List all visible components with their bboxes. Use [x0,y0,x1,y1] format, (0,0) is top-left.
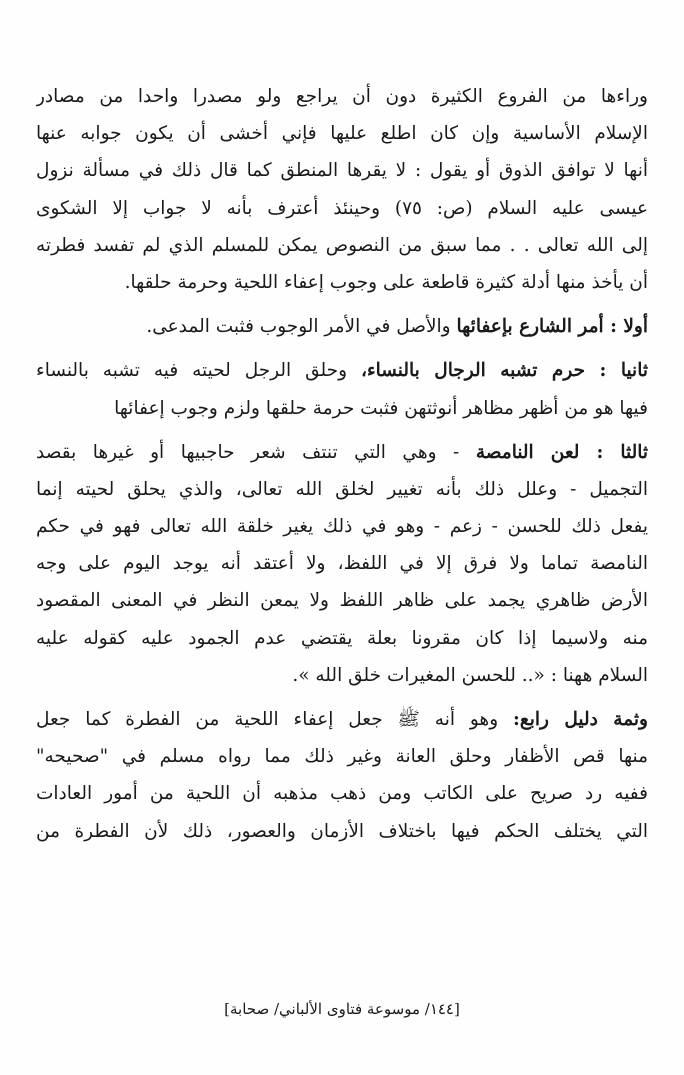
text-line: عيسى عليه السلام (ص: ٧٥) وحينئذ أعترف بأنه لا جواب إلا الشكوى [36,197,648,219]
point-first [36,308,648,345]
text-line: التي يختلف الحكم فيها باختلاف الأزمان والعصور، ذلك لأن الفطرة من [36,820,648,842]
text-segment: وحلق الرجل لحيته فيه تشبه بالنساء [36,360,348,382]
text-line: السلام ههنا : «.. للحسن المغيرات خلق الله ». [292,664,648,686]
body-text [36,78,648,850]
text-line: إلى الله تعالى . . مما سبق من النصوص يمكن للمسلم الذي لم تفسد فطرته [36,234,648,256]
point-label: أولا : أمر الشارع بإعفائها [456,316,648,338]
text-line: ففيه رد صريح على الكاتب ومن ذهب مذهبه أن اللحية من أمور العادات [36,783,648,805]
text-segment: والأصل في الأمر الوجوب فثبت المدعى. [146,316,451,338]
text-line: الأرض ظاهري يجمد على ظاهر اللفظ ولا يمعن النظر في المعنى المقصود [36,590,648,612]
point-second [36,352,648,389]
text-line: النامصة تماما ولا فرق إلا في اللفظ، ولا أعتقد أنه يوجد اليوم على وجه [36,553,648,575]
point-label: وثمة دليل رابع: [513,709,648,730]
point-third [36,434,648,471]
text-line: الإسلام الأساسية وإن كان اطلع عليها فإني أخشى أن يكون جوابه عنها [36,123,648,145]
text-line: فيها هو من أظهر مظاهر أنوثتهن فثبت حرمة حلقها ولزم وجوب إعفائها [114,397,648,419]
text-segment: - وهي التي تنتف شعر حاجبيها أو غيرها بقصد [36,441,460,463]
text-line: منها قص الأظفار وحلق العانة وغير ذلك مما رواه مسلم في "صحيحه" [36,746,648,768]
point-label: ثانيا : حرم تشبه الرجال بالنساء، [360,360,648,382]
text-line: أنها لا توافق الذوق أو يقول : لا يقرها المنطق كما قال ذلك في مسألة نزول [36,160,648,182]
point-label: ثالثا : لعن النامصة [475,441,648,463]
text-segment: وهو أنه ﷺ جعل إعفاء اللحية من الفطرة كما جعل [36,709,499,730]
point-fourth [36,701,648,738]
text-line: التجميل - وعلل ذلك بأنه تغيير لخلق الله تعالى، والذي يحلق لحيته إنما [36,478,648,500]
text-line: وراءها من الفروع الكثيرة دون أن يراجع ولو مصدرا واحدا من مصادر [36,86,648,107]
text-line: يفعل ذلك للحسن - زعم - وهو في ذلك يغير خلقة الله تعالى فهو في حكم [36,516,648,538]
text-line: أن يأخذ منها أدلة كثيرة قاطعة على وجوب إعفاء اللحية وحرمة حلقها. [124,271,648,293]
page-footer: [١٤٤/ موسوعة فتاوى الألباني/ صحابة] [224,1000,460,1018]
text-line: منه ولاسيما إذا كان مقرونا بعلة يقتضي عدم الجمود عليه كقوله عليه [36,627,648,649]
